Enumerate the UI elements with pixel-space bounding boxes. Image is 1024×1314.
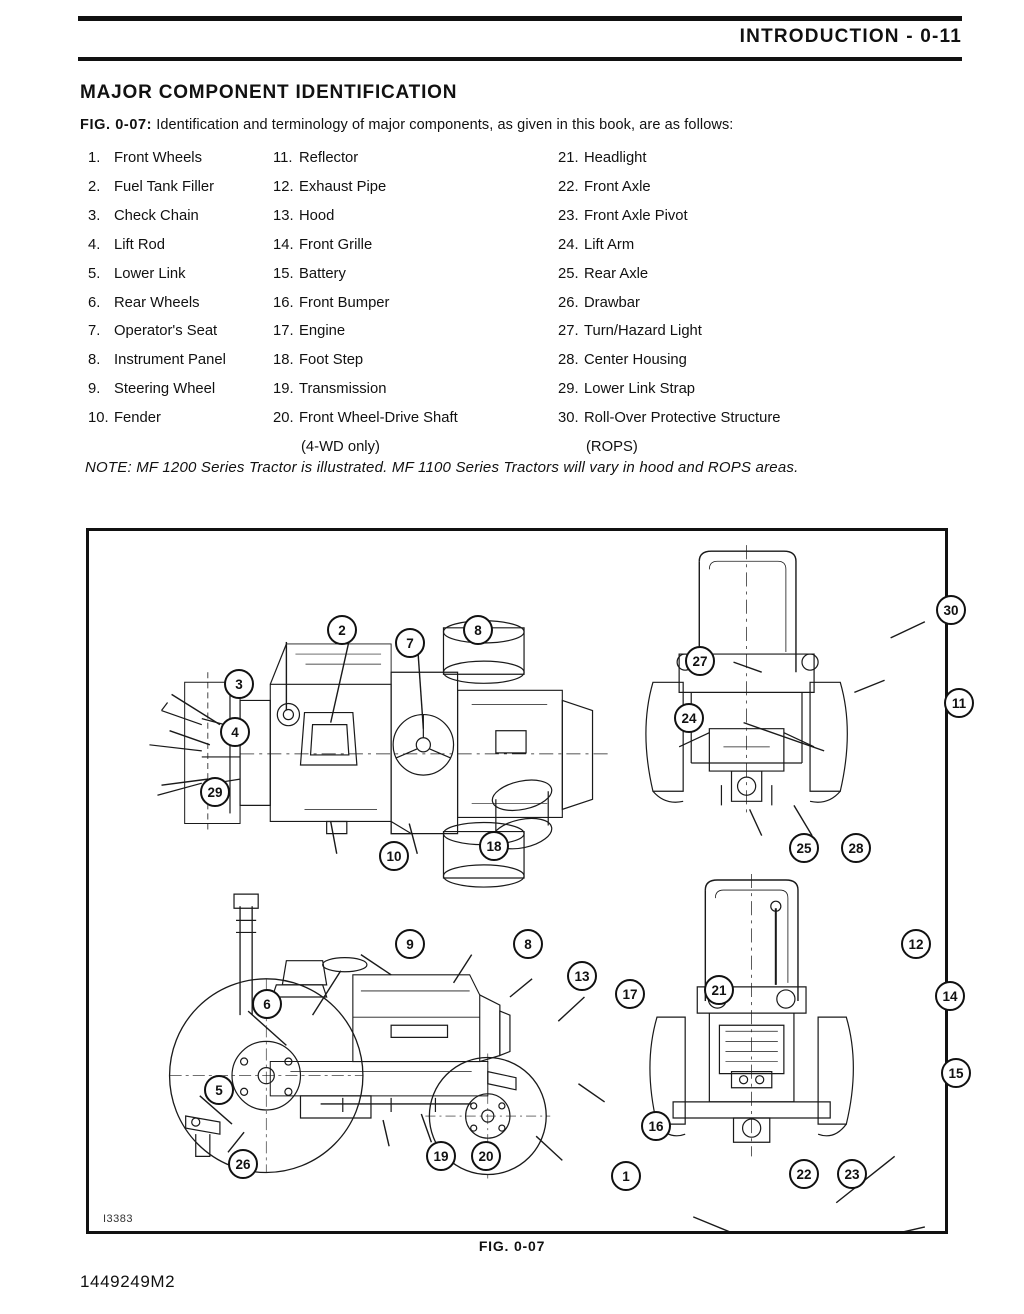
list-item: [273, 260, 533, 289]
list-item-number: 26.: [558, 294, 579, 311]
header-rule-bottom: [78, 57, 962, 61]
list-item-number: 6.: [88, 294, 101, 311]
callout-26: 26: [228, 1149, 258, 1179]
list-item-number: 8.: [88, 352, 101, 369]
component-list-column-3: [558, 144, 938, 462]
list-item-label: Front Grille: [299, 236, 373, 253]
list-item-number: 1.: [88, 150, 101, 166]
list-item-number: 7.: [88, 323, 101, 340]
list-item-number: 23.: [558, 207, 579, 224]
list-item: [88, 404, 268, 433]
list-item-label: Front Wheel-Drive Shaft: [299, 410, 458, 427]
header-rule-top: [78, 16, 962, 21]
list-item-label: Rear Wheels: [114, 294, 200, 311]
list-item: [88, 346, 268, 375]
section-title: MAJOR COMPONENT IDENTIFICATION: [80, 82, 458, 103]
list-item: [273, 375, 533, 404]
callout-7: 7: [395, 628, 425, 658]
figure-id-code: I3383: [103, 1213, 134, 1225]
list-item-number: 20.: [273, 410, 294, 427]
list-item-label: Lift Rod: [114, 236, 165, 253]
list-item-label: Lower Link Strap: [584, 381, 696, 398]
callout-8b: 8: [513, 929, 543, 959]
figure-0-07: [86, 528, 967, 1234]
list-item-label: Front Axle Pivot: [584, 207, 688, 224]
list-item: [558, 231, 938, 260]
list-item: [558, 289, 938, 318]
list-item-label: Front Wheels: [114, 150, 202, 166]
figure-intro-line: [80, 117, 733, 133]
list-item-number: 2.: [88, 178, 101, 195]
list-item: [558, 317, 938, 346]
callout-16: 16: [641, 1111, 671, 1141]
list-item-label: Transmission: [299, 381, 387, 398]
list-item: [558, 144, 938, 173]
list-subnote-rops: (ROPS): [586, 439, 638, 456]
figure-illustration: [89, 531, 967, 1231]
callout-8: 8: [463, 615, 493, 645]
list-item-number: 19.: [273, 381, 294, 398]
list-item: [88, 260, 268, 289]
callout-23: 23: [837, 1159, 867, 1189]
callout-4: 4: [220, 717, 250, 747]
list-item: [88, 289, 268, 318]
callout-21: 21: [704, 975, 734, 1005]
list-item: [88, 144, 268, 173]
list-item-label: Exhaust Pipe: [299, 178, 387, 195]
list-item: [88, 231, 268, 260]
list-item-number: 12.: [273, 178, 294, 195]
figure-caption: FIG. 0-07: [478, 1238, 546, 1254]
callout-12: 12: [901, 929, 931, 959]
list-item-label: Check Chain: [114, 207, 199, 224]
list-item-number: 29.: [558, 381, 579, 398]
list-item-label: Reflector: [299, 150, 359, 166]
list-item-label: Lift Arm: [584, 236, 635, 253]
callout-18: 18: [479, 831, 509, 861]
list-item: [558, 202, 938, 231]
list-item: [273, 404, 533, 433]
list-item-label: Instrument Panel: [114, 352, 226, 369]
callout-1: 1: [611, 1161, 641, 1191]
callout-3: 3: [224, 669, 254, 699]
callout-22: 22: [789, 1159, 819, 1189]
list-item: [88, 317, 268, 346]
figure-line-art: [89, 531, 945, 1231]
list-item: [273, 144, 533, 173]
list-item-number: 3.: [88, 207, 101, 224]
callout-29: 29: [200, 777, 230, 807]
callout-17: 17: [615, 979, 645, 1009]
list-item-label: Front Bumper: [299, 294, 390, 311]
list-item-number: 25.: [558, 265, 579, 282]
list-item: [273, 231, 533, 260]
figure-intro-label: FIG. 0-07:: [80, 117, 153, 133]
list-item-label: Operator's Seat: [114, 323, 218, 340]
list-item-label: Roll-Over Protective Structure: [584, 410, 781, 427]
list-item: [88, 375, 268, 404]
list-item-label: Fender: [114, 410, 161, 427]
list-item: [558, 346, 938, 375]
list-item-label: Front Axle: [584, 178, 651, 195]
callout-15: 15: [941, 1058, 971, 1088]
list-item: [558, 404, 938, 433]
callout-28: 28: [841, 833, 871, 863]
callout-14: 14: [935, 981, 965, 1011]
list-item: [558, 375, 938, 404]
component-list-column-1: [88, 144, 268, 433]
list-item-number: 27.: [558, 323, 579, 340]
callout-19: 19: [426, 1141, 456, 1171]
list-item-number: 28.: [558, 352, 579, 369]
list-item: [273, 346, 533, 375]
list-item: [273, 202, 533, 231]
list-item-number: 13.: [273, 207, 294, 224]
list-item-label: Fuel Tank Filler: [114, 178, 215, 195]
list-item-label: Foot Step: [299, 352, 364, 369]
figure-intro-text: Identification and terminology of major components, as given in this book, are as follows:: [156, 117, 734, 133]
list-item-label: Lower Link: [114, 265, 186, 282]
component-list-column-2: [273, 144, 533, 462]
list-item-number: 15.: [273, 265, 294, 282]
callout-2: 2: [327, 615, 357, 645]
page-header-title: INTRODUCTION - 0-11: [739, 26, 962, 47]
list-item-number: 24.: [558, 236, 579, 253]
list-item-number: 4.: [88, 236, 101, 253]
list-item: [558, 260, 938, 289]
callout-11: 11: [944, 688, 974, 718]
list-item-label: Center Housing: [584, 352, 687, 369]
list-item-number: 14.: [273, 236, 294, 253]
list-item: [558, 173, 938, 202]
list-item-number: 5.: [88, 265, 101, 282]
callout-9: 9: [395, 929, 425, 959]
list-item-label: Battery: [299, 265, 346, 282]
list-item-label: Headlight: [584, 150, 647, 166]
list-item: [273, 289, 533, 318]
list-item-label: Hood: [299, 207, 335, 224]
list-item-number: 18.: [273, 352, 294, 369]
list-item-number: 11.: [273, 150, 293, 166]
list-item: [88, 202, 268, 231]
list-item-number: 30.: [558, 410, 579, 427]
callout-13: 13: [567, 961, 597, 991]
list-item: [88, 173, 268, 202]
list-item-number: 16.: [273, 294, 294, 311]
callout-10: 10: [379, 841, 409, 871]
list-item-number: 21.: [558, 150, 579, 166]
list-subnote-4wd: (4-WD only): [301, 439, 380, 456]
callout-6: 6: [252, 989, 282, 1019]
document-code: 1449249M2: [80, 1272, 176, 1291]
figure-note: NOTE: MF 1200 Series Tractor is illustrated. MF 1100 Series Tractors will vary in hood and ROPS areas.: [85, 459, 799, 476]
callout-27: 27: [685, 646, 715, 676]
callout-20: 20: [471, 1141, 501, 1171]
list-item-number: 22.: [558, 178, 579, 195]
callout-25: 25: [789, 833, 819, 863]
list-item-number: 17.: [273, 323, 294, 340]
list-item-number: 10.: [88, 410, 109, 427]
callout-30: 30: [936, 595, 966, 625]
list-item-number: 9.: [88, 381, 101, 398]
list-item: [273, 173, 533, 202]
callout-24: 24: [674, 703, 704, 733]
list-item-label: Rear Axle: [584, 265, 649, 282]
list-item: [273, 317, 533, 346]
list-item-label: Turn/Hazard Light: [584, 323, 702, 340]
list-item-label: Drawbar: [584, 294, 640, 311]
list-item-label: Engine: [299, 323, 346, 340]
list-item-label: Steering Wheel: [114, 381, 216, 398]
callout-5: 5: [204, 1075, 234, 1105]
